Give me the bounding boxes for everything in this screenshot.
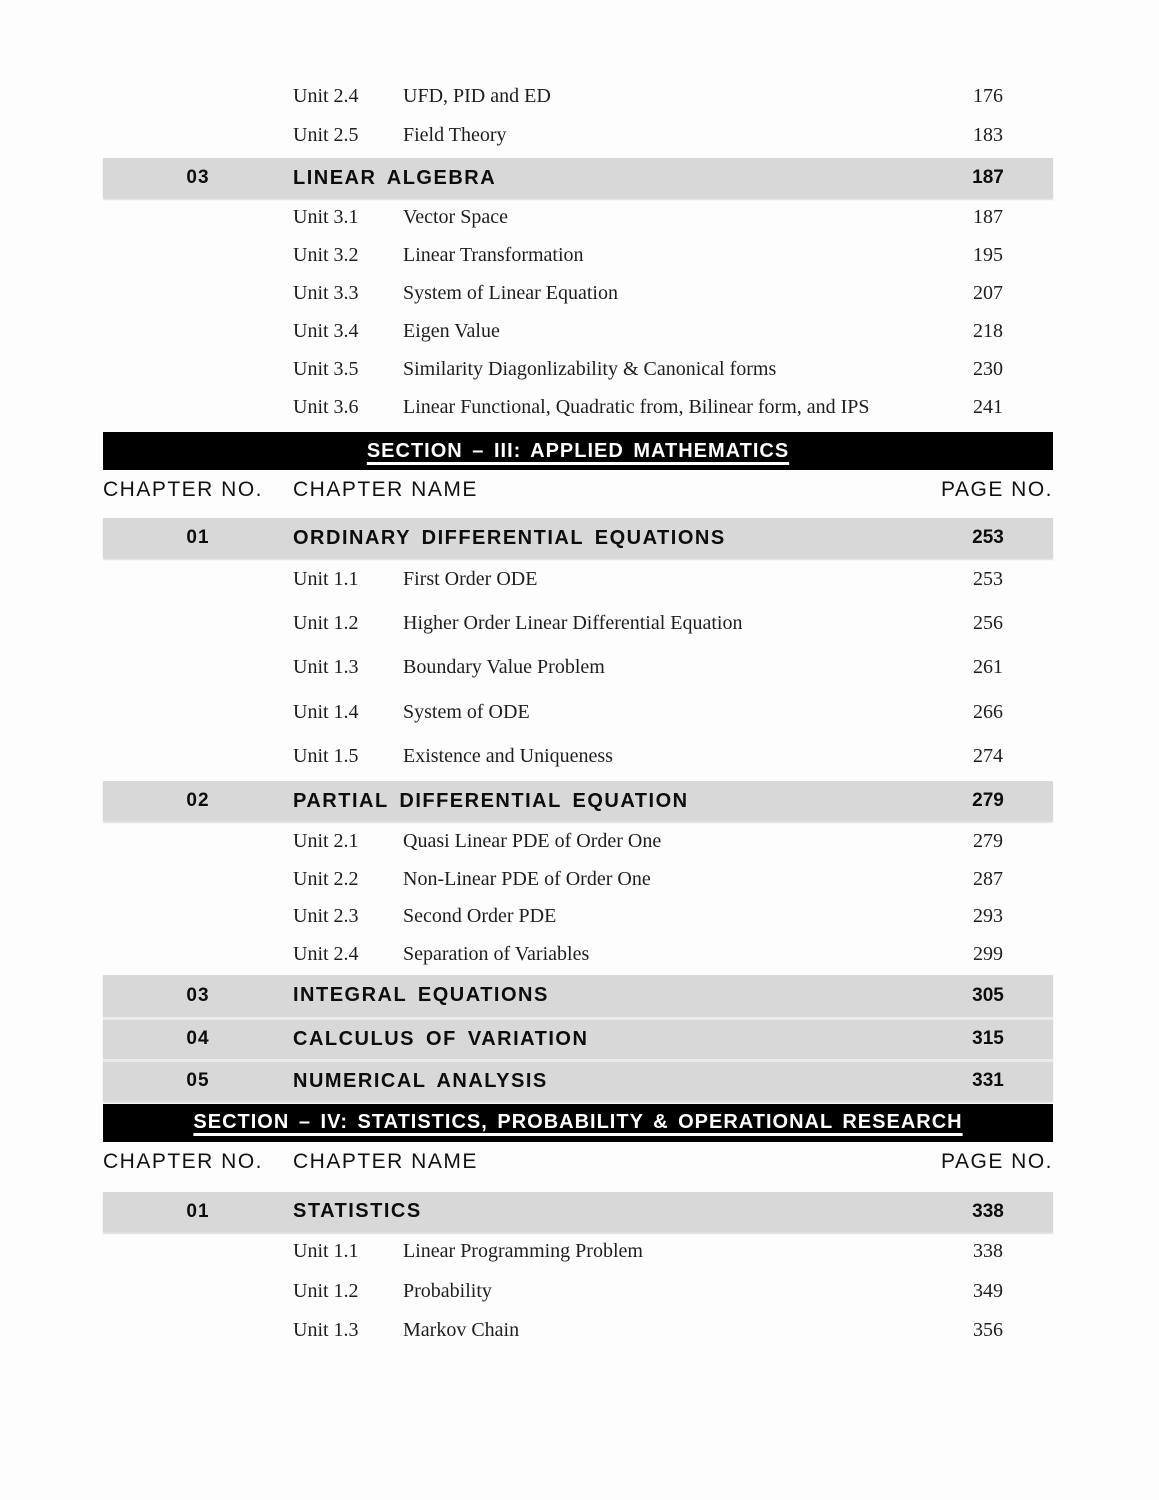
toc-content (103, 77, 1053, 1350)
unit-page-number: 274 (973, 745, 1003, 768)
chapter-row (103, 1192, 1053, 1232)
chapter-row (103, 1017, 1053, 1059)
unit-page-number: 218 (973, 319, 1003, 342)
toc-unit-row (103, 646, 1053, 691)
unit-number: Unit 3.4 (293, 319, 359, 342)
unit-number: Unit 1.3 (293, 656, 359, 679)
unit-page-number: 176 (973, 85, 1003, 107)
column-header-chapter-name: CHAPTER NAME (293, 478, 478, 501)
unit-page-number: 266 (973, 700, 1003, 723)
unit-number: Unit 2.5 (293, 124, 359, 146)
unit-number: Unit 1.2 (293, 1279, 359, 1302)
unit-title: Higher Order Linear Differential Equation (403, 611, 743, 634)
unit-page-number: 261 (973, 656, 1003, 679)
chapter-name: STATISTICS (293, 1200, 422, 1223)
unit-title: System of Linear Equation (403, 281, 618, 304)
chapter-number: 02 (186, 790, 210, 811)
unit-group (103, 821, 1053, 973)
column-header-chapter-no: CHAPTER NO. (103, 478, 264, 501)
unit-title: Second Order PDE (403, 905, 557, 928)
unit-group (103, 1232, 1053, 1350)
unit-number: Unit 1.1 (293, 568, 359, 590)
toc-unit-row (103, 116, 1053, 155)
section-title: SECTION – IV: STATISTICS, PROBABILITY & OPERATIONAL RESEARCH (193, 1111, 963, 1134)
chapter-page-number: 315 (972, 1028, 1004, 1050)
toc-unit-row (103, 1311, 1053, 1350)
section-title: SECTION – III: APPLIED MATHEMATICS (366, 439, 790, 462)
chapter-name: LINEAR ALGEBRA (293, 166, 497, 189)
unit-number: Unit 2.4 (293, 942, 359, 965)
chapter-number: 01 (186, 1200, 210, 1222)
column-header-page-no: PAGE NO. (941, 1149, 1053, 1173)
chapter-number: 03 (186, 167, 210, 188)
unit-number: Unit 2.4 (293, 85, 359, 107)
unit-number: Unit 2.3 (293, 905, 359, 928)
chapter-row (103, 1059, 1053, 1101)
column-header-row (103, 1142, 1053, 1182)
toc-unit-row (103, 936, 1053, 973)
unit-title: Markov Chain (403, 1318, 520, 1341)
unit-page-number: 187 (973, 205, 1003, 228)
unit-title: UFD, PID and ED (403, 85, 551, 107)
unit-number: Unit 1.5 (293, 745, 359, 768)
toc-unit-row (103, 690, 1053, 735)
section-header-bar (103, 432, 1053, 470)
unit-page-number: 253 (973, 568, 1003, 590)
section-header-bar (103, 1104, 1053, 1142)
unit-page-number: 349 (973, 1279, 1003, 1302)
toc-unit-row (103, 77, 1053, 116)
unit-page-number: 299 (973, 942, 1003, 965)
unit-page-number: 279 (973, 829, 1003, 852)
toc-unit-row (103, 274, 1053, 312)
toc-unit-row (103, 350, 1053, 388)
toc-unit-row (103, 1272, 1053, 1311)
unit-number: Unit 3.6 (293, 395, 359, 418)
unit-number: Unit 2.2 (293, 868, 359, 891)
chapter-row (103, 158, 1053, 198)
column-header-row (103, 470, 1053, 510)
unit-title: Probability (403, 1279, 492, 1302)
toc-unit-row (103, 558, 1053, 601)
chapter-page-number: 338 (972, 1200, 1004, 1222)
chapter-number: 01 (186, 527, 210, 548)
chapter-row (103, 975, 1053, 1017)
unit-page-number: 293 (973, 905, 1003, 928)
unit-page-number: 207 (973, 281, 1003, 304)
toc-unit-row (103, 388, 1053, 426)
unit-page-number: 356 (973, 1318, 1003, 1341)
unit-page-number: 241 (973, 395, 1003, 418)
chapter-name: CALCULUS OF VARIATION (293, 1027, 589, 1050)
unit-page-number: 256 (973, 611, 1003, 634)
chapter-name: PARTIAL DIFFERENTIAL EQUATION (293, 789, 689, 812)
unit-title: Existence and Uniqueness (403, 745, 613, 768)
unit-number: Unit 1.4 (293, 700, 359, 723)
unit-number: Unit 1.3 (293, 1318, 359, 1341)
unit-title: Quasi Linear PDE of Order One (403, 829, 662, 852)
unit-number: Unit 1.1 (293, 1240, 359, 1263)
unit-title: Eigen Value (403, 319, 500, 342)
unit-title: Linear Functional, Quadratic from, Bilinear form, and IPS (403, 395, 870, 418)
unit-group (103, 198, 1053, 426)
chapter-number: 05 (186, 1070, 210, 1092)
chapter-page-number: 331 (972, 1070, 1004, 1092)
toc-unit-row (103, 735, 1053, 780)
unit-title: Linear Transformation (403, 243, 584, 266)
unit-number: Unit 3.3 (293, 281, 359, 304)
unit-title: Vector Space (403, 205, 508, 228)
unit-page-number: 195 (973, 243, 1003, 266)
unit-number: Unit 1.2 (293, 611, 359, 634)
chapter-row (103, 518, 1053, 558)
chapter-group (103, 975, 1053, 1101)
unit-page-number: 338 (973, 1240, 1003, 1263)
toc-unit-row (103, 821, 1053, 861)
chapter-name: ORDINARY DIFFERENTIAL EQUATIONS (293, 526, 726, 549)
unit-title: Similarity Diagonlizability & Canonical forms (403, 357, 777, 380)
unit-group (103, 77, 1053, 155)
toc-unit-row (103, 898, 1053, 935)
column-header-page-no: PAGE NO. (941, 478, 1053, 501)
toc-unit-row (103, 1232, 1053, 1272)
spacer (103, 510, 1053, 518)
column-header-chapter-name: CHAPTER NAME (293, 1149, 478, 1173)
toc-unit-row (103, 312, 1053, 350)
chapter-page-number: 187 (972, 167, 1004, 188)
unit-title: First Order ODE (403, 568, 538, 590)
unit-page-number: 287 (973, 868, 1003, 891)
unit-title: System of ODE (403, 700, 530, 723)
unit-number: Unit 3.1 (293, 205, 359, 228)
chapter-page-number: 253 (972, 527, 1004, 548)
column-header-chapter-no: CHAPTER NO. (103, 1149, 264, 1173)
unit-group (103, 558, 1053, 779)
unit-title: Linear Programming Problem (403, 1240, 643, 1263)
chapter-name: NUMERICAL ANALYSIS (293, 1069, 548, 1092)
unit-title: Boundary Value Problem (403, 656, 605, 679)
toc-unit-row (103, 198, 1053, 236)
chapter-number: 03 (186, 984, 210, 1006)
unit-page-number: 183 (973, 124, 1003, 146)
chapter-name: INTEGRAL EQUATIONS (293, 984, 549, 1007)
toc-unit-row (103, 601, 1053, 646)
spacer (103, 1182, 1053, 1192)
chapter-page-number: 305 (972, 984, 1004, 1006)
toc-unit-row (103, 236, 1053, 274)
unit-title: Field Theory (403, 124, 507, 146)
unit-number: Unit 3.2 (293, 243, 359, 266)
unit-page-number: 230 (973, 357, 1003, 380)
unit-number: Unit 3.5 (293, 357, 359, 380)
unit-number: Unit 2.1 (293, 829, 359, 852)
toc-unit-row (103, 861, 1053, 898)
unit-title: Separation of Variables (403, 942, 590, 965)
chapter-page-number: 279 (972, 790, 1004, 811)
chapter-row (103, 781, 1053, 821)
unit-title: Non-Linear PDE of Order One (403, 868, 651, 891)
chapter-number: 04 (186, 1028, 210, 1050)
